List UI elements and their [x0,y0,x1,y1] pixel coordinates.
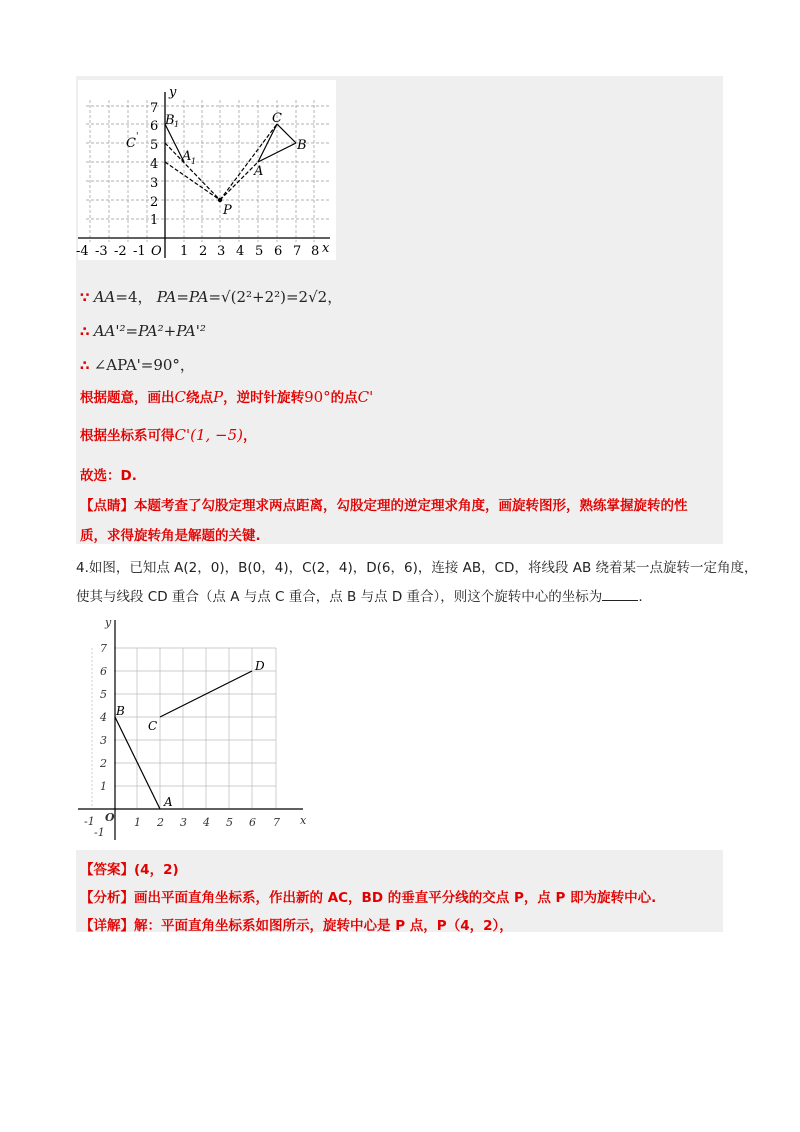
fig1-xtick: 3 [217,244,226,259]
fig2-xtick: -1 [84,815,95,828]
fig2-xtick: 2 [157,816,164,829]
fig2-xtick: 5 [226,816,233,829]
fig2-ytick: 2 [100,757,107,770]
fig1-ytick: 1 [150,213,159,228]
fig2-origin: O [105,811,115,824]
fig2-label-A: A [164,795,173,809]
text: ，逆时针旋转 [223,390,305,406]
fig1-xtick: 7 [293,244,302,259]
fig1-point-P [218,198,222,202]
fig2-y-label: y [105,616,112,629]
fig2-xtick: 3 [180,816,187,829]
fig1-ytick: 4 [150,157,159,172]
math-AA: AA [93,288,116,306]
fig1-ytick: 2 [150,195,159,210]
fig1-xtick: 6 [274,244,283,259]
fig2-x-label: x [300,814,307,827]
figure1-grid [86,100,330,242]
fig2-label-D: D [255,659,265,673]
fig1-label-B1: B [165,113,175,128]
math-angle: ∠APA'=90°， [93,356,195,374]
math-P: P [212,388,224,406]
fig1-dashed-PC [165,143,220,200]
detail-text: 解：平面直角坐标系如图所示，旋转中心是 P 点，P（4，2）， [134,918,513,934]
fig2-ytick: 6 [100,665,107,678]
analysis-line: 【分析】画出平面直角坐标系，作出新的 AC，BD 的垂直平分线的交点 P，点 P 即为旋转中心. [80,890,657,906]
detail-heading: 【详解】 [80,918,134,934]
solution-key-point-2: 质，求得旋转角是解题的关键. [80,528,261,544]
fig2-xtick: 6 [249,816,256,829]
fig1-label-P: P [223,203,232,218]
solution-key-point-1: 【点睛】本题考查了勾股定理求两点距离，勾股定理的逆定理求角度，画旋转图形，熟练掌握旋转的性 [80,498,688,514]
fig1-segment-AC [258,124,277,162]
solution-line-4 [80,386,373,406]
fig2-ytick: -1 [94,826,105,839]
figure2-grid [92,648,276,808]
fig1-label-Cprime: C [126,136,136,151]
math-sqrt: =√(2²+2²)=2√2 [208,288,328,306]
fig1-xtick: -3 [95,244,108,259]
text: ， [243,428,257,444]
fig1-ytick: 6 [150,119,159,134]
figure-rotation-grid [78,80,336,260]
math-Cprime-coord: C'(1, −5) [174,426,243,444]
fig1-xtick: 8 [311,244,320,259]
solution-line-3 [80,354,195,375]
fig1-label-Cprime-mark: ' [136,132,139,142]
detail-line [80,914,513,934]
fig2-xtick: 7 [273,816,280,829]
question4-period: . [638,589,643,605]
answer-line: 【答案】(4，2) [80,862,179,878]
therefore-symbol: ∴ [80,324,90,340]
math-PA: PA=PA [156,288,209,306]
text: 绕点 [185,390,213,406]
fig2-ytick: 3 [100,734,107,747]
text: 的点 [330,390,358,406]
fig2-ytick: 7 [100,642,107,655]
fig2-ytick: 5 [100,688,107,701]
fig1-xtick: 2 [199,244,208,259]
fig1-label-A: A [254,164,264,179]
fig1-ytick: 7 [150,101,159,116]
math-90: 90° [304,388,331,406]
fig1-xtick: 4 [236,244,245,259]
fig2-label-C: C [148,719,158,733]
fig2-label-B: B [116,704,125,718]
fig1-label-C: C [272,111,282,126]
question4-line2 [76,585,643,605]
fig1-xtick: -4 [76,244,89,259]
figure1-svg [78,80,336,260]
because-symbol: ∵ [80,290,90,306]
fig1-label-B: B [297,138,307,153]
fig1-segment-CB [277,124,296,143]
fig1-origin: O [151,244,162,259]
fig1-xtick: 1 [180,244,189,259]
math-comma: ， [327,288,343,306]
math-eq4: =4， [115,288,153,306]
fig1-x-label: x [322,241,330,256]
solution-line-6: 故选：D. [80,468,137,484]
math-pythag: AA'²=PA²+PA'² [93,322,206,340]
solution-line-1 [80,286,342,307]
text: 根据题意，画出 [80,390,175,406]
math-C: C [174,388,186,406]
figure2-svg [78,612,318,842]
fig1-xtick: -1 [133,244,146,259]
fig1-ytick: 3 [150,176,159,191]
figure-segment-grid [78,612,318,842]
fig2-ytick: 4 [100,711,107,724]
fig1-label-A1-sub: 1 [191,157,197,166]
fig1-label-A1: A [182,149,192,164]
solution-line-5 [80,424,257,444]
fig1-ytick: 5 [150,138,159,153]
fig2-xtick: 1 [134,816,141,829]
solution-line-2 [80,322,206,340]
therefore-symbol: ∴ [80,358,90,374]
question4-text: 使其与线段 CD 重合（点 A 与点 C 重合，点 B 与点 D 重合），则这个旋转中心的坐标为 [76,589,603,605]
fig2-xtick: 4 [203,816,210,829]
question4-line1: 4.如图，已知点 A(2，0)，B(0，4)，C(2，4)，D(6，6)，连接 AB，CD，将线段 AB 绕着某一点旋转一定角度， [76,560,758,576]
fig1-xtick: -2 [114,244,127,259]
fig1-xtick: 5 [255,244,264,259]
fig2-ytick: 1 [100,780,107,793]
text: 根据坐标系可得 [80,428,175,444]
fig1-label-B1-sub: 1 [174,120,180,129]
answer-blank[interactable] [602,588,638,601]
math-Cprime: C' [357,388,374,406]
fig1-y-label: y [169,85,177,100]
